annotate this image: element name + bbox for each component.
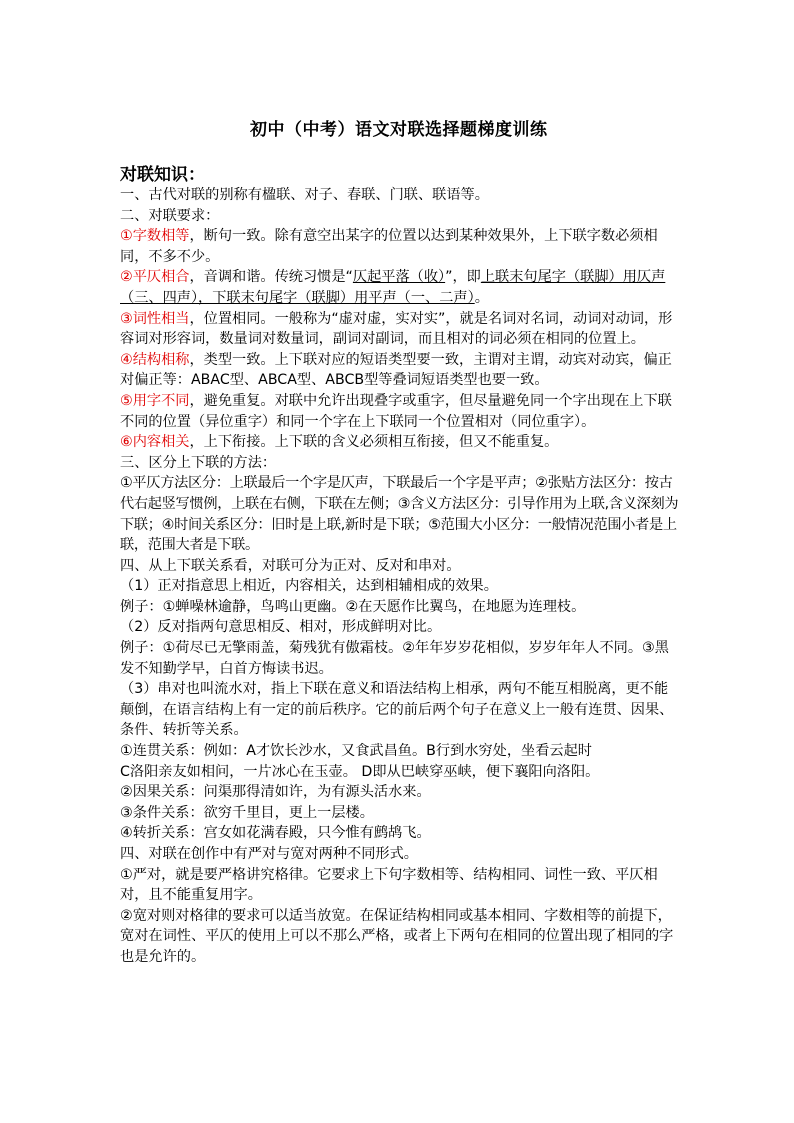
rule-5 [120, 391, 680, 432]
rule-label: ⑥内容相关 [120, 434, 190, 451]
paragraph: ①平仄方法区分：上联最后一个字是仄声，下联最后一个字是平声；②张贴方法区分：按古代右起竖写惯例，上联在右侧，下联在左侧；③含义方法区分：引导作用为上联,含义深刻为下联；④时间关系区分：旧时是上联,新时是下联；⑤范围大小区分：一般情况范围小者是上联，范围大者是下联。 [120, 475, 679, 554]
paragraph: ②因果关系：问渠那得清如许，为有源头活水来。 [120, 784, 431, 801]
rule-6 [120, 432, 680, 453]
rule-text: ，位置相同。一般称为“虚对虚，实对实”，就是名词对名词，动词对动词，形容词对形容词，数量词对数量词，副词对副词，而且相对的词必须在相同的位置上。 [120, 310, 673, 348]
paragraph: 四、对联在创作中有严对与宽对两种不同形式。 [120, 846, 418, 862]
rule-text: ，上下衔接。上下联的含义必须相互衔接，但又不能重复。 [189, 434, 559, 451]
rule-label: ①字数相等 [120, 228, 190, 245]
paragraph: ①严对，就是要严格讲究格律。它要求上下句字数相等、结构相同、词性一致、平仄相对，且不能重复用字。 [120, 866, 658, 904]
paragraph: （1）正对指意思上相近，内容相关，达到相辅相成的效果。 [120, 578, 498, 595]
paragraph: 例子：①蝉噪林逾静，鸟鸣山更幽。②在天愿作比翼鸟，在地愿为连理枝。 [120, 598, 586, 615]
paragraph: ④转折关系：宫女如花满春殿，只今惟有鹧鸪飞。 [120, 825, 431, 842]
rule-label: ④结构相称 [120, 351, 190, 368]
rule-3 [120, 309, 680, 350]
paragraph: 例子：①荷尽已无擎雨盖，菊残犹有傲霜枝。②年年岁岁花相似，岁岁年年人不同。③黑发不知勤学早，白首方悔读书迟。 [120, 640, 669, 677]
paragraph: C洛阳亲友如相问，一片冰心在玉壶。 D即从巴峡穿巫峡，便下襄阳向洛阳。 [120, 763, 600, 780]
paragraph: 二、对联要求： [120, 207, 220, 224]
rule-text: ，类型一致。上下联对应的短语类型要一致，主谓对主谓，动宾对动宾，偏正对偏正等：ABAC型、ABCA型、ABCB型等叠词短语类型也要一致。 [120, 351, 672, 389]
underlined-text: 上联末句尾字（联脚）用仄声（三、四声），下联末句尾字（联脚）用平声（一、二声） [120, 269, 666, 306]
paragraph: 三、区分上下联的方法： [120, 454, 277, 471]
rule-text: ，音调和谐。传统习惯是“ [189, 269, 353, 286]
rule-label: ③词性相当 [120, 310, 190, 327]
paragraph: （3）串对也叫流水对，指上下联在意义和语法结构上相承，两句不能互相脱离，更不能颠倒，在语言结构上有一定的前后秩序。它的前后两个句子在意义上一般有连贯、因果、条件、转折等关系。 [120, 681, 674, 739]
rule-text: 。 [474, 289, 489, 306]
rule-label: ⑤用字不同 [120, 392, 190, 409]
document-title: 初中（中考）语文对联选择题梯度训练 [250, 120, 548, 140]
rule-label: ②平仄相合 [120, 269, 190, 286]
section-heading: 对联知识： [120, 165, 205, 185]
rule-text: ，避免重复。对联中允许出现叠字或重字，但尽量避免同一个字出现在上下联不同的位置（异位重字）和同一个字在上下联同一个位置相对（同位重字）。 [120, 392, 672, 430]
rule-1 [120, 226, 680, 267]
underlined-text: 仄起平落（收） [352, 269, 446, 286]
paragraph: ①连贯关系：例如：A才饮长沙水，又食武昌鱼。B行到水穷处，坐看云起时 [120, 743, 592, 760]
paragraph: （2）反对指两句意思相反、相对，形成鲜明对比。 [120, 619, 442, 636]
rule-text: ”，即 [445, 269, 481, 286]
document-body [120, 185, 680, 968]
rule-4 [120, 350, 680, 391]
paragraph: 四、从上下联关系看，对联可分为正对、反对和串对。 [120, 557, 461, 574]
paragraph: ③条件关系：欲穷千里目，更上一层楼。 [120, 804, 374, 821]
rule-2 [120, 267, 680, 308]
rule-text: ，断句一致。除有意空出某字的位置以达到某种效果外，上下联字数必须相同，不多不少。 [120, 228, 658, 265]
paragraph: ②宽对则对格律的要求可以适当放宽。在保证结构相同或基本相同、字数相等的前提下，宽对在词性、平仄的使用上可以不那么严格，或者上下两句在相同的位置出现了相同的字也是允许的。 [120, 907, 674, 965]
paragraph: 一、古代对联的别称有楹联、对子、春联、门联、联语等。 [120, 187, 489, 203]
